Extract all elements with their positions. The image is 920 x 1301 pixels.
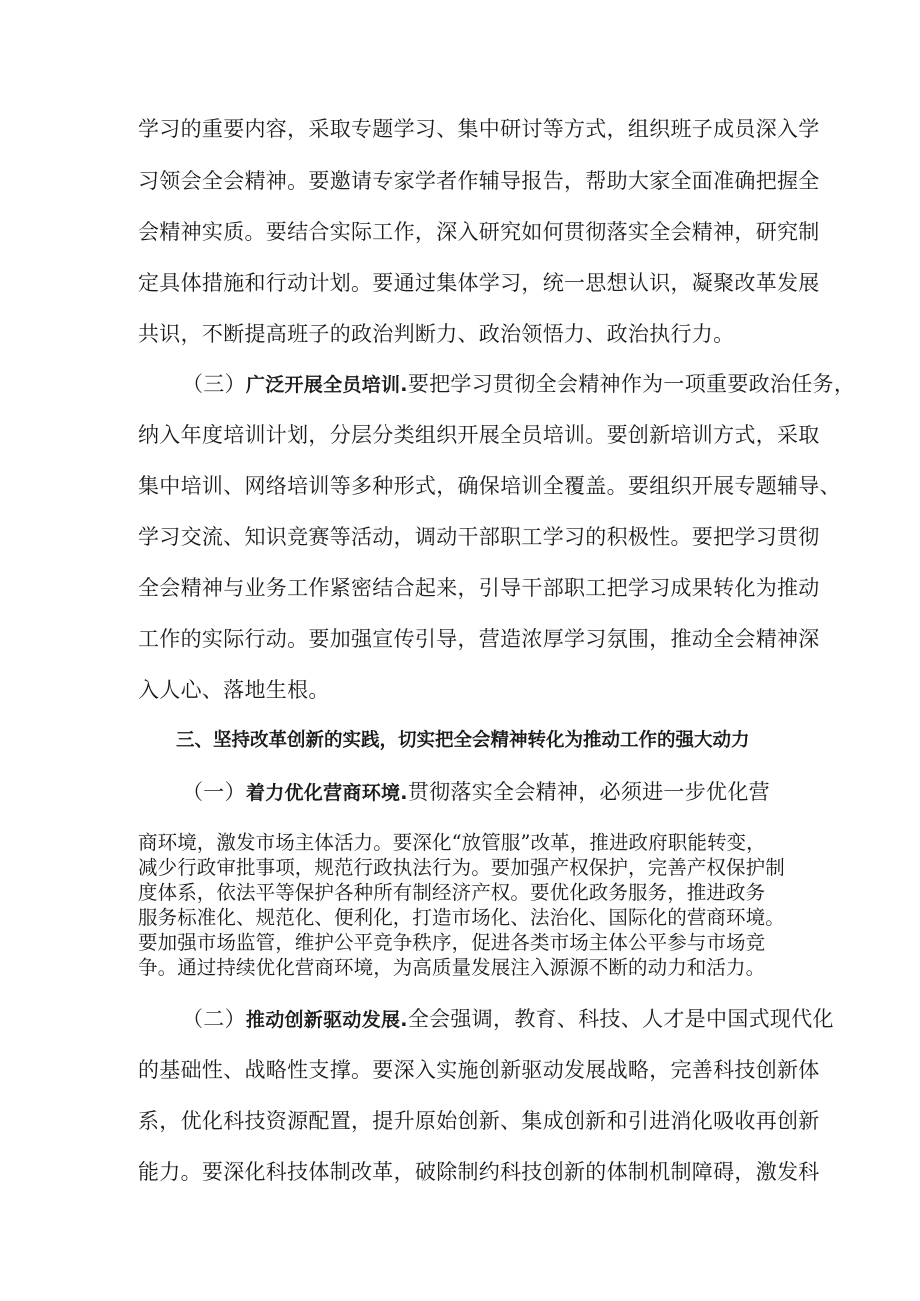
paragraph-line: 商环境，激发市场主体活力。要深化“放管服”改革，推进政府职能转变， xyxy=(138,831,766,854)
paragraph-line: 系，优化科技资源配置，提升原始创新、集成创新和引进消化吸收再创新 xyxy=(138,1109,820,1133)
paragraph-line: 习领会全会精神。要邀请专家学者作辅导报告，帮助大家全面准确把握全 xyxy=(138,169,820,193)
section-three-title: 广泛开展全员培训. xyxy=(245,374,408,396)
paragraph-line: 工作的实际行动。要加强宣传引导，营造浓厚学习氛围，推动全会精神深 xyxy=(138,627,820,651)
section-three-prefix: （三） xyxy=(182,372,246,396)
subsection-two-first-text: 全会强调，教育、科技、人才是中国式现代化 xyxy=(407,1007,834,1031)
paragraph-line: 定具体措施和行动计划。要通过集体学习，统一思想认识，凝聚改革发展 xyxy=(138,271,820,295)
subsection-one-first-line xyxy=(182,779,770,806)
paragraph-line: 集中培训、网络培训等多种形式，确保培训全覆盖。要组织开展专题辅导、 xyxy=(138,474,841,498)
subsection-one-prefix: （一） xyxy=(182,780,246,804)
paragraph-line: 入人心、落地生根。 xyxy=(138,678,330,702)
paragraph-line: 的基础性、战略性支撑。要深入实施创新驱动发展战略，完善科技创新体 xyxy=(138,1058,820,1082)
subsection-one-first-text: 贯彻落实全会精神，必须进一步优化营 xyxy=(407,780,770,804)
section-three-first-line xyxy=(182,371,855,398)
paragraph-line: 会精神实质。要结合实际工作，深入研究如何贯彻落实全会精神，研究制 xyxy=(138,220,820,244)
paragraph-line: 学习的重要内容，采取专题学习、集中研讨等方式，组织班子成员深入学 xyxy=(138,117,820,141)
paragraph-line: 争。通过持续优化营商环境，为高质量发展注入源源不断的动力和活力。 xyxy=(138,956,766,979)
paragraph-line: 度体系，依法平等保护各种所有制经济产权。要优化政务服务，推进政务 xyxy=(138,881,766,904)
section-three-first-text: 要把学习贯彻全会精神作为一项重要政治任务， xyxy=(407,372,856,396)
paragraph-line: 能力。要深化科技体制改革，破除制约科技创新的体制机制障碍，激发科 xyxy=(138,1160,820,1184)
paragraph-line: 纳入年度培训计划，分层分类组织开展全员培训。要创新培训方式，采取 xyxy=(138,423,820,447)
paragraph-line: 共识，不断提高班子的政治判断力、政治领悟力、政治执行力。 xyxy=(138,322,735,346)
subsection-two-first-line xyxy=(182,1006,834,1033)
subsection-two-title: 推动创新驱动发展. xyxy=(245,1009,408,1031)
paragraph-line: 减少行政审批事项，规范行政执法行为。要加强产权保护，完善产权保护制 xyxy=(138,856,785,879)
paragraph-line: 学习交流、知识竞赛等活动，调动干部职工学习的积极性。要把学习贯彻 xyxy=(138,525,820,549)
section-heading-three: 三、坚持改革创新的实践，切实把全会精神转化为推动工作的强大动力 xyxy=(176,730,750,751)
paragraph-line: 要加强市场监管，维护公平竞争秩序，促进各类市场主体公平参与市场竞 xyxy=(138,931,766,954)
paragraph-line: 全会精神与业务工作紧密结合起来，引导干部职工把学习成果转化为推动 xyxy=(138,576,820,600)
subsection-one-title: 着力优化营商环境. xyxy=(245,782,408,804)
subsection-two-prefix: （二） xyxy=(182,1007,246,1031)
paragraph-line: 服务标准化、规范化、便利化，打造市场化、法治化、国际化的营商环境。 xyxy=(138,906,785,929)
